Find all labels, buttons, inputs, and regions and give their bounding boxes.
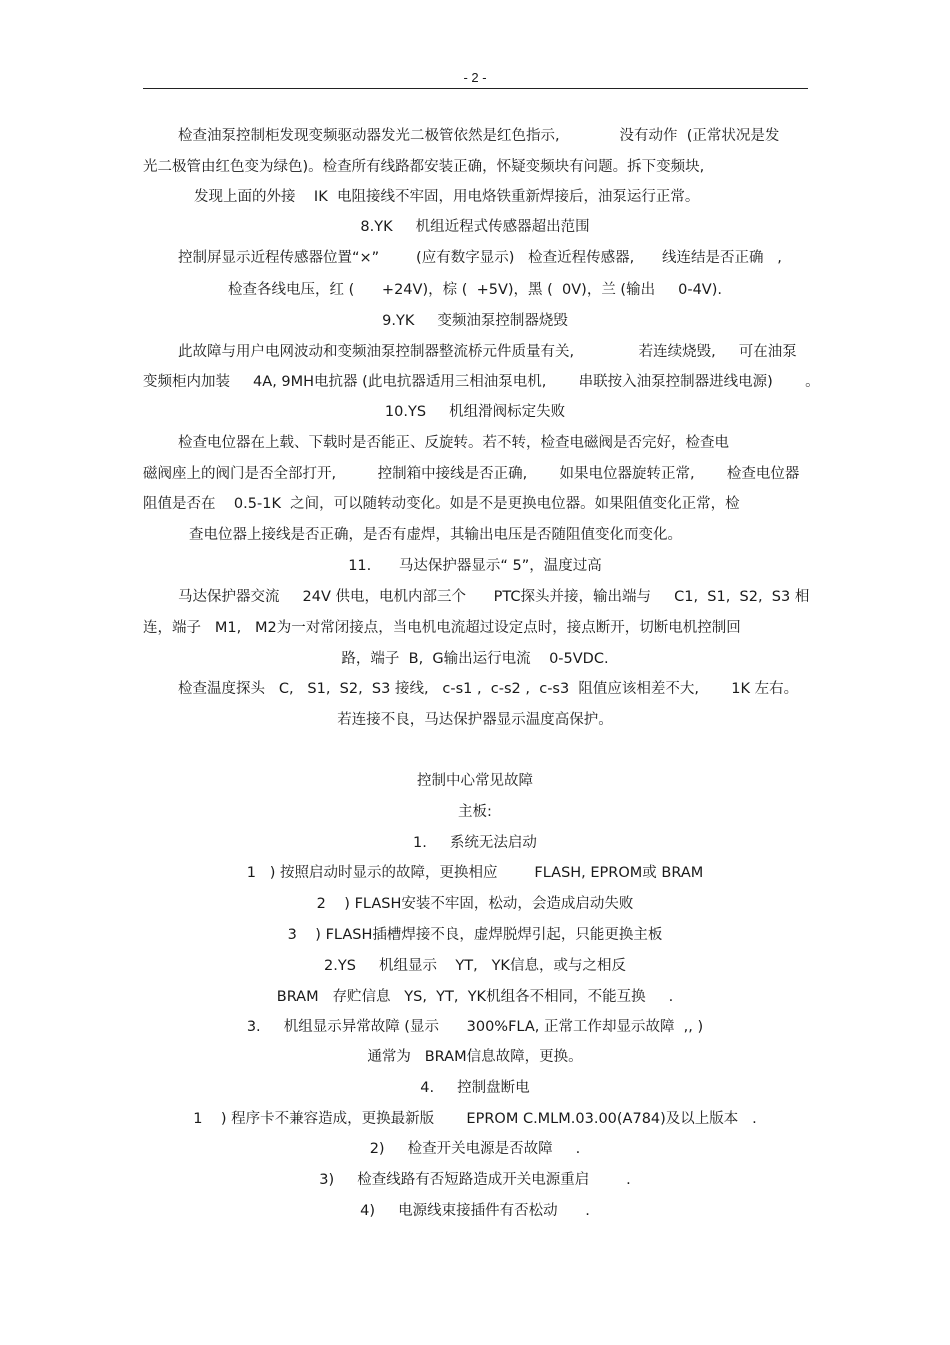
text-line: 若连接不良，马达保护器显示温度高保护。 [337,712,613,728]
list-item: 3) 检查线路有否短路造成开关电源重启 . [319,1172,631,1188]
text-line: 检查各线电压，红 ( +24V)，棕 ( +5V)，黑 ( 0V)，兰 (输出 0-4V). [228,282,722,298]
text-line: 控制屏显示近程传感器位置“×” (应有数字显示) 检查近程传感器, 线连结是否正确 , [178,250,782,266]
text-line: 马达保护器交流 24V 供电，电机内部三个 PTC探头并接，输出端与 C1, S1, S2, S3 相 [178,589,810,605]
item-heading: 4. 控制盘断电 [420,1080,530,1096]
text-line: 通常为 BRAM信息故障，更换。 [367,1049,583,1065]
text-line: 查电位器上接线是否正确，是否有虚焊，其输出电压是否随阻值变化而变化。 [189,527,682,543]
section-heading: 9.YK 变频油泵控制器烧毁 [382,313,568,329]
text-line: 光二极管由红色变为绿色)。检查所有线路都安装正确，怀疑变频块有问题。拆下变频块, [143,159,705,175]
section-heading: 8.YK 机组近程式传感器超出范围 [360,219,590,235]
text-line: 路，端子 B, G输出运行电流 0-5VDC. [341,651,609,667]
list-item: 2 ) FLASH安装不牢固，松动，会造成启动失败 [316,896,634,912]
item-heading: 3. 机组显示异常故障 (显示 300%FLA, 正常工作却显示故障 ,, ) [246,1019,704,1035]
text-line: 检查电位器在上载、下载时是否能正、反旋转。若不转，检查电磁阀是否完好，检查电 [178,435,729,451]
section-title: 控制中心常见故障 [417,773,533,789]
list-item: 1 ) 按照启动时显示的故障，更换相应 FLASH, EPROM或 BRAM [246,865,704,881]
text-line: 此故障与用户电网波动和变频油泵控制器整流桥元件质量有关, 若连续烧毁, 可在油泵 [178,344,797,360]
list-item: 2) 检查开关电源是否故障 . [369,1141,581,1157]
list-item: 1 ) 程序卡不兼容造成，更换最新版 EPROM C.MLM.03.00(A784)及以上版本 . [193,1111,757,1127]
subsection-heading: 主板: [458,804,492,820]
list-item: 3 ) FLASH插槽焊接不良，虚焊脱焊引起，只能更换主板 [287,927,663,943]
text-line: 检查温度探头 C, S1, S2, S3 接线, c-s1 , c-s2 , c-s3 阻值应该相差不大, 1K 左右。 [178,681,799,697]
text-line: 发现上面的外接 IK 电阻接线不牢固，用电烙铁重新焊接后，油泵运行正常。 [194,189,700,205]
list-item: 4) 电源线束接插件有否松动 . [360,1203,590,1219]
header-rule [143,88,808,89]
item-heading: 1. 系统无法启动 [413,835,537,851]
text-line: BRAM 存贮信息 YS, YT, YK机组各不相同，不能互换 . [276,989,674,1005]
item-heading: 2.YS 机组显示 YT, YK信息，或与之相反 [324,958,626,974]
section-heading: 10.YS 机组滑阀标定失败 [384,404,566,420]
text-line: 检查油泵控制柜发现变频驱动器发光二极管依然是红色指示, 没有动作 (正常状况是发 [178,128,780,144]
text-line: 变频柜内加装 4A, 9MH电抗器 (此电抗器适用三相油泵电机, 串联按入油泵控制器进线电源) 。 [143,374,820,390]
text-line: 磁阀座上的阀门是否全部打开, 控制箱中接线是否正确, 如果电位器旋转正常, 检查电位器 [143,466,800,482]
section-heading: 11. 马达保护器显示“ 5”，温度过高 [348,558,602,574]
page-number: - 2 - [463,70,487,85]
text-line: 阻值是否在 0.5-1K 之间，可以随转动变化。如是不是更换电位器。如果阻值变化正常，检 [143,496,740,512]
text-line: 连，端子 M1, M2为一对常闭接点，当电机电流超过设定点时，接点断开，切断电机控制回 [143,620,741,636]
